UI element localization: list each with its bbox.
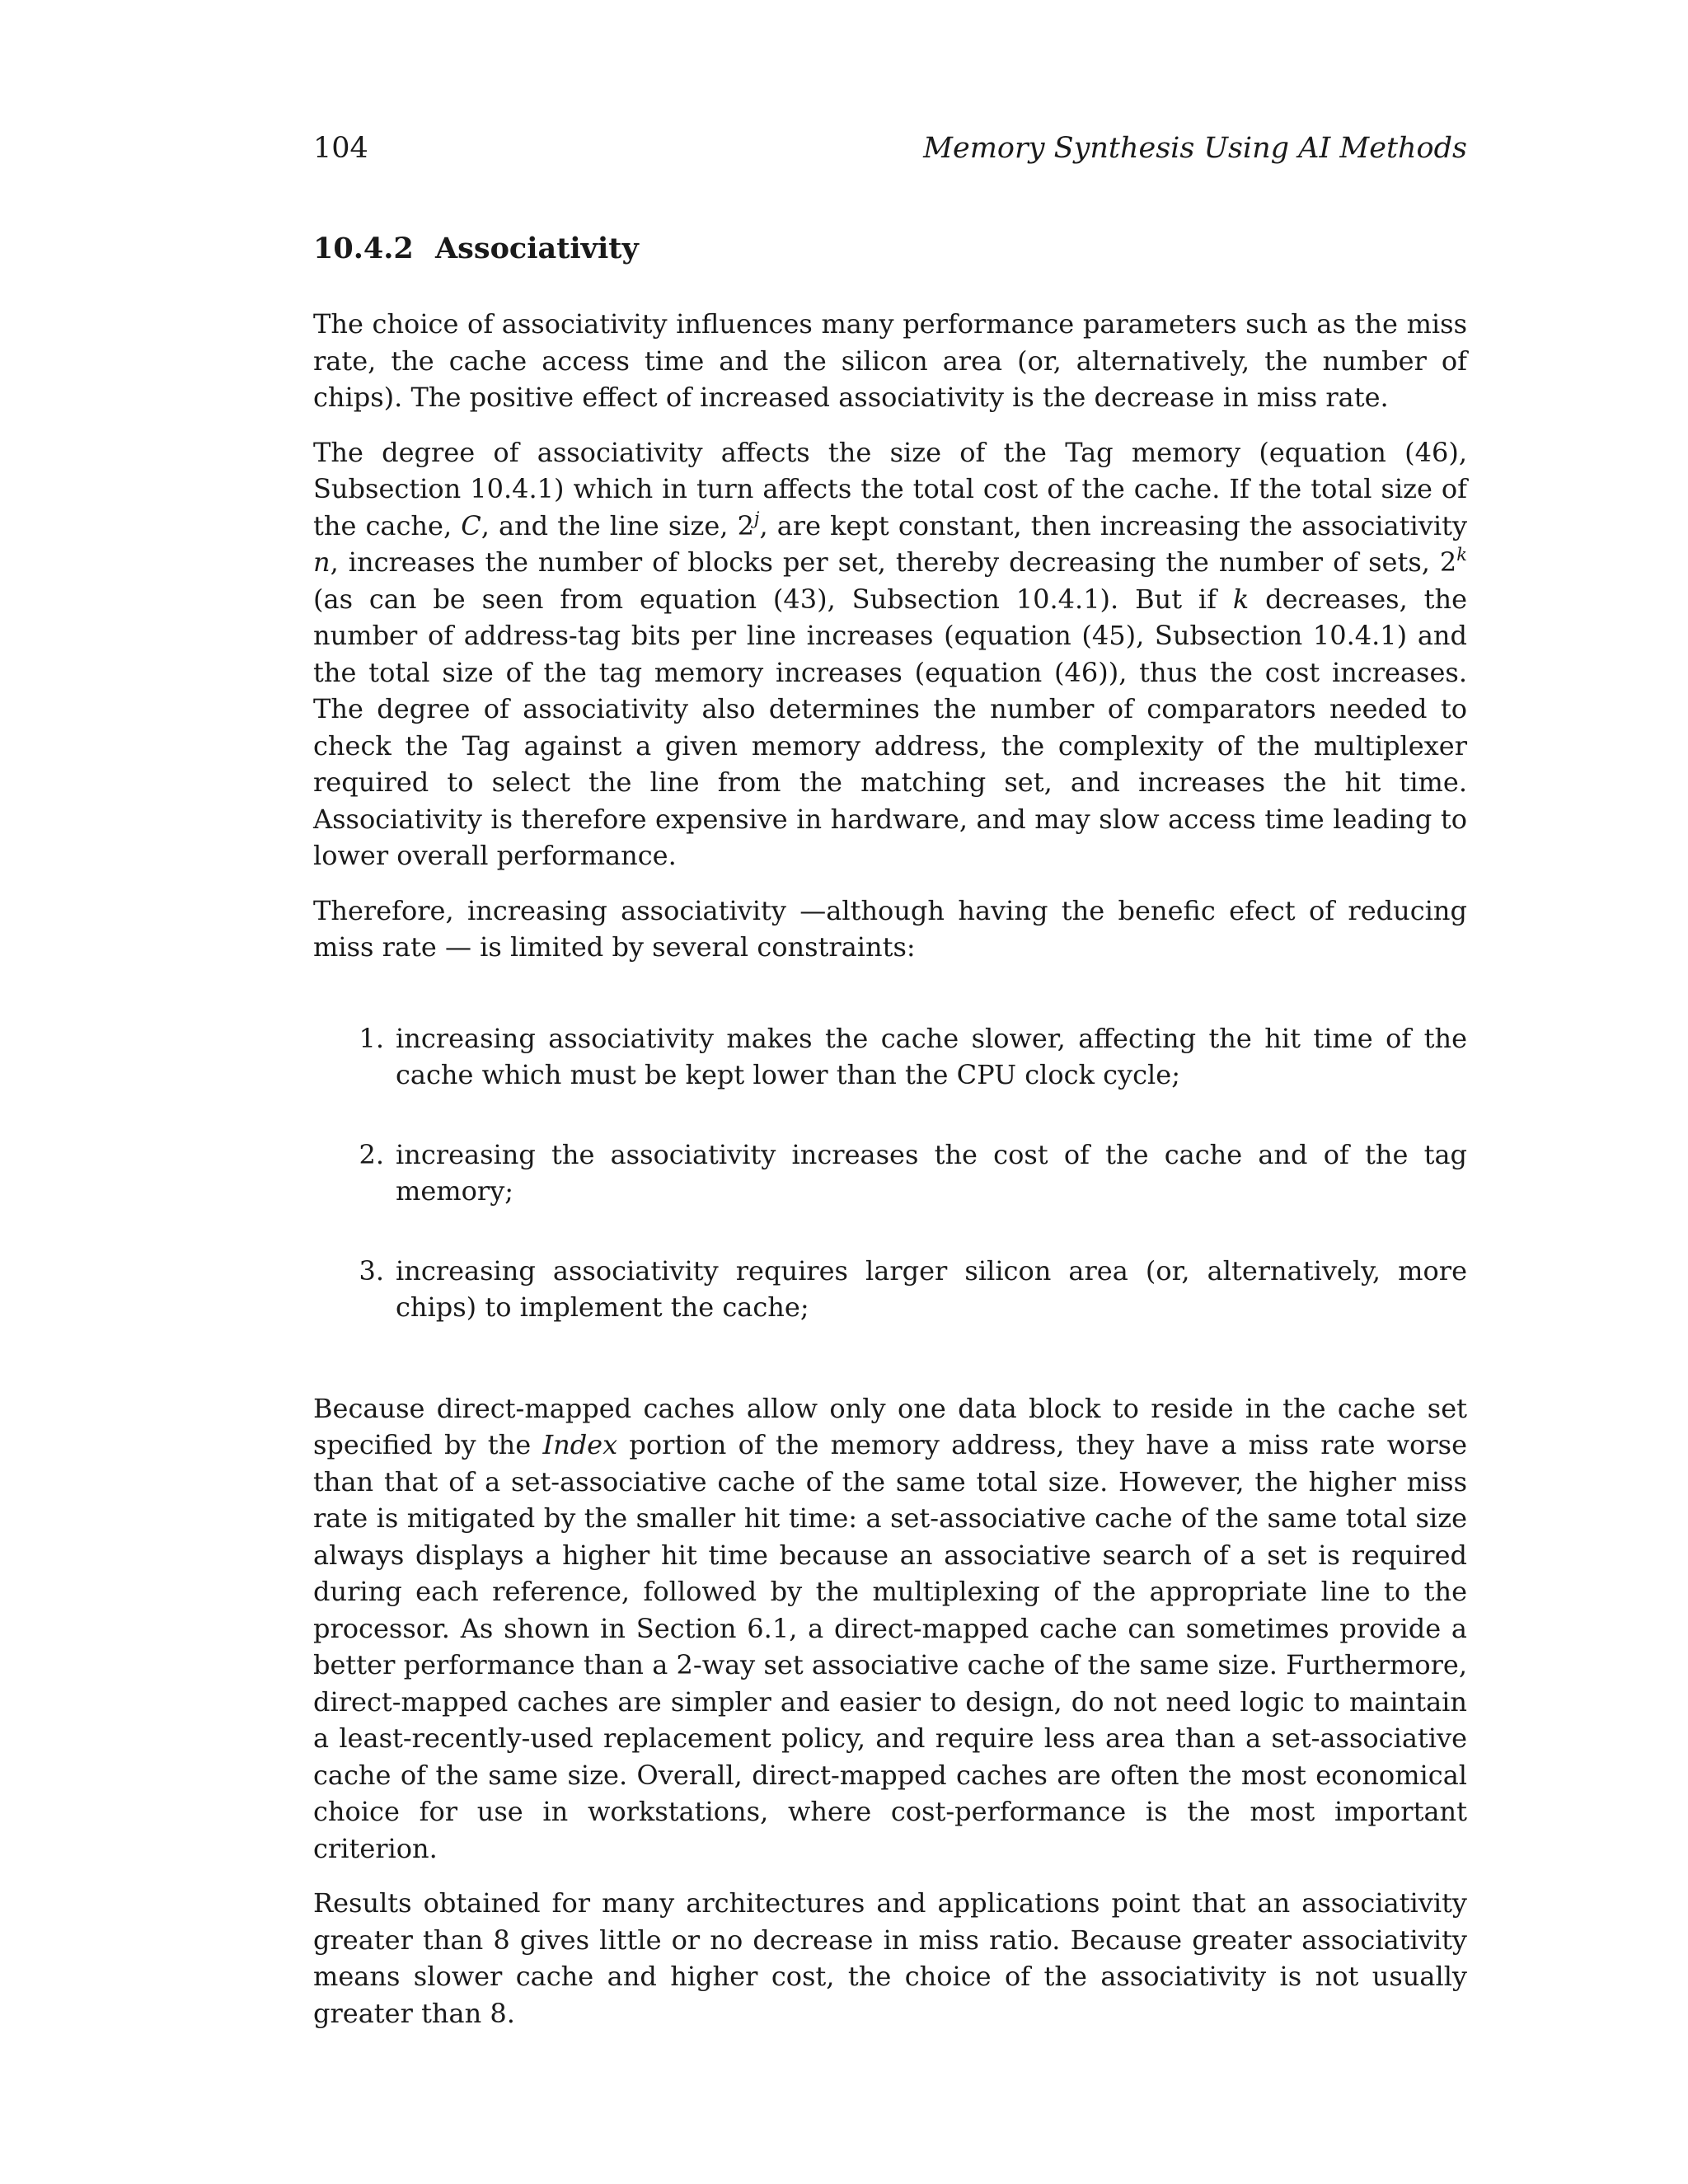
- paragraph-results: Results obtained for many architectures and applications point that an associativity greater than 8 gives little or no decrease in miss ratio. Because greater associativity means slower cache and higher cost, the choice of the associativity is not usually greater than 8.: [313, 1887, 1467, 2029]
- paragraph-text: (as can be seen from equation (43), Subsection 10.4.1). But if: [313, 583, 1233, 615]
- paragraph-text: , increases the number of blocks per set, thereby decreasing the number of sets,: [330, 546, 1440, 578]
- paragraph-direct-mapped: [313, 1390, 1467, 1868]
- math-exponent-j: j: [753, 508, 760, 528]
- running-header: [313, 128, 1467, 169]
- emphasis-index: Index: [542, 1429, 618, 1460]
- math-exponent-k: k: [1456, 545, 1467, 565]
- paragraph-text: , are kept constant, then increasing the associativity: [759, 509, 1468, 541]
- list-item-text: increasing associativity requires larger silicon area (or, alternatively, more chips) to implement the cache;: [396, 1254, 1467, 1323]
- list-item: [313, 1020, 1467, 1094]
- paragraph-text: Because direct-mapped caches allow only one data block to reside in the cache set specified by the: [313, 1392, 1467, 1460]
- list-item: [313, 1137, 1467, 1210]
- math-base: 2: [1439, 546, 1457, 578]
- section-heading: [313, 228, 1467, 269]
- list-item-number: 1.: [359, 1022, 384, 1054]
- section-number: 10.4.2: [313, 232, 414, 265]
- running-title: Memory Synthesis Using AI Methods: [923, 132, 1467, 165]
- paragraph-tag-memory-cost: [313, 434, 1467, 874]
- page-number: 104: [313, 132, 368, 165]
- math-two-pow-j: [738, 510, 760, 541]
- paragraph-text: decreases, the number of address-tag bits per line increases (equation (45), Subsection 10.4.1) and the total size of the tag memory increases (equation (46)), thus the cost increases. The degree of associativity also determines the number of comparators needed to check the Tag against a given memory address, the complexity of the multiplexer required to select the line from the matching set, and increases the hit time. Associativity is therefore expensive in hardware, and may slow access time leading to lower overall performance.: [313, 583, 1468, 871]
- list-item-number: 2.: [359, 1138, 384, 1170]
- math-base: 2: [737, 509, 754, 541]
- math-two-pow-k: [1440, 546, 1467, 578]
- paragraph-constraints-intro: Therefore, increasing associativity —although having the benefic efect of reducing miss rate — is limited by several constraints:: [313, 894, 1467, 963]
- paragraph-associativity-choice: The choice of associativity influences many performance parameters such as the miss rate, the cache access time and the silicon area (or, alternatively, the number of chips). The positive effect of increased associativity is the decrease in miss rate.: [313, 308, 1467, 413]
- list-item: [313, 1253, 1467, 1326]
- math-var-c: C: [461, 509, 481, 541]
- paragraph-text: , and the line size,: [481, 509, 738, 541]
- paragraph-text: portion of the memory address, they have a miss rate worse than that of a set-associative cache of the same total size. However, the higher miss rate is mitigated by the smaller hit time: a set-associative cache of the same total size always displays a higher hit time because an associative search of a set is required during each reference, followed by the multiplexing of the appropriate line to the processor. As shown in Section 6.1, a direct-mapped cache can sometimes provide a better performance than a 2-way set associative cache of the same size. Furthermore, direct-mapped caches are simpler and easier to design, do not need logic to maintain a least-recently-used replacement policy, and require less area than a set-associative cache of the same size. Overall, direct-mapped caches are often the most economical choice for use in workstations, where cost-performance is the most important criterion.: [313, 1429, 1467, 1864]
- constraints-list: [313, 1020, 1467, 1326]
- page-content: [313, 128, 1467, 2032]
- paragraph-text: The degree of associativity affects the size of the Tag memory (equation (46), Subsection 10.4.1) which in turn affects the total cost of the cache. If the total size of the cache,: [313, 436, 1467, 541]
- math-var-n: n: [313, 546, 331, 578]
- list-item-text: increasing associativity makes the cache slower, affecting the hit time of the cache which must be kept lower than the CPU clock cycle;: [396, 1022, 1467, 1090]
- section-title: Associativity: [435, 232, 639, 265]
- list-item-text: increasing the associativity increases the cost of the cache and of the tag memory;: [396, 1138, 1467, 1207]
- math-var-k: k: [1232, 583, 1250, 615]
- list-item-number: 3.: [359, 1254, 384, 1286]
